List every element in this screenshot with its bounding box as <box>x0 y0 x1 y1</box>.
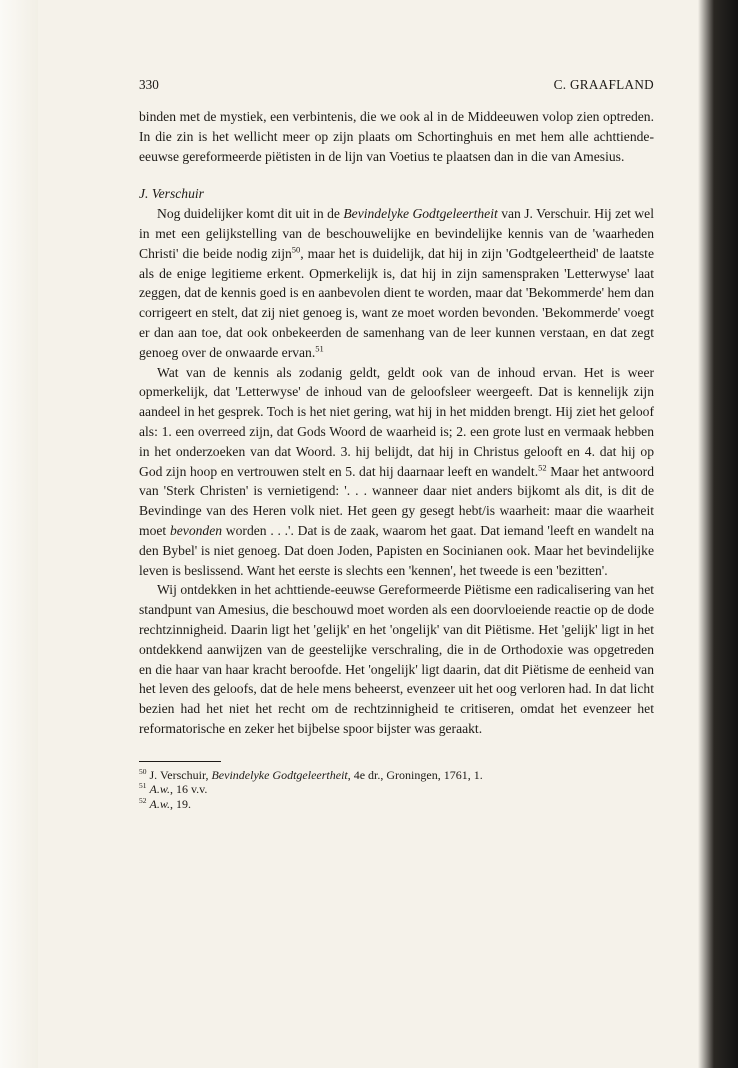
paragraph-3 <box>139 363 654 581</box>
running-head-author: C. GRAAFLAND <box>553 77 654 92</box>
p2-text-b: van J. Verschuir. Hij zet wel in met een gelijkstelling van de beschouwelijke en bevindelijke kennis van de 'waarheden Christi' die beide nodig zijn <box>139 206 654 261</box>
p2-book-title: Bevindelyke Godtgeleertheit <box>343 206 498 222</box>
footnote-title: Bevindelyke Godtgeleertheit <box>211 767 348 782</box>
scan-margin-left <box>0 0 38 1068</box>
footnote-divider <box>139 761 221 762</box>
footnote-ref-51: 51 <box>315 343 324 354</box>
p3-text-c: worden . . .'. Dat is de zaak, waarom het gaat. Dat iemand 'leeft en wandelt na den Bybel' is niet genoeg. Dat doen Joden, Papisten en Socinianen ook. Maar het bevindelijke leven is beslissend. Want het eerste is slechts een 'kennen', het tweede is een 'bezitten'. <box>139 522 654 578</box>
footnote-text: , 16 v.v. <box>169 782 208 797</box>
footnote-50 <box>139 768 654 783</box>
page-number: 330 <box>139 77 159 92</box>
paragraph-4: Wij ontdekken in het achttiende-eeuwse Gereformeerde Piëtisme een radicalisering van het standpunt van Amesius, die beschouwd moet worden als een doorvloeiende reactie op de dode rechtzinnigheid. Daarin ligt het 'gelijk' en het 'ongelijk' van dit Piëtisme. Het 'gelijk' ligt in het ontdekkend aanwijzen van de geestelijke verschraling, die in de Orthodoxie was opgetreden en die haar van haar kracht beroofde. Het 'ongelijk' ligt daarin, dat dit Piëtisme de eenheid van het leven des geloofs, dat de hele mens beheerst, evenzeer uit het oog verloren had. In dat licht bezien had het niet het recht om de rechtzinnigheid te critiseren, omdat het evenzeer het reformatorische en zeker het bijbelse spoor bijster was geraakt. <box>139 582 654 736</box>
footnote-text: , 4e dr., Groningen, 1761, 1. <box>347 767 483 782</box>
footnotes <box>139 768 654 812</box>
footnote-ref-52: 52 <box>538 462 547 473</box>
scan-binding-shadow <box>698 0 738 1068</box>
paragraph-2 <box>139 204 654 362</box>
p3-text-b: Maar het antwoord van 'Sterk Christen' is vernietigend: '. . . wanneer daar niet anders bijkomt als dit, is dit de Bevindinge van des Heren volk niet. Het geen gy gesegt hebt/is waarheit: maar die waarheit moet <box>139 463 654 538</box>
footnote-title: A.w. <box>149 782 170 797</box>
paragraph-1: binden met de mystiek, een verbintenis, die we ook al in de Middeeuwen volop zien optreden. In die zin is het wellicht meer op zijn plaats om Schortinghuis en met hem alle achttiende-eeuwse gereformeerde piëtisten in de lijn van Voetius te plaatsen dan in die van Amesius. <box>139 109 654 164</box>
footnote-ref-50: 50 <box>291 244 301 255</box>
p2-text-a: Nog duidelijker komt dit uit in de <box>157 206 344 222</box>
footnote-text: , 19. <box>169 796 191 811</box>
section-heading: J. Verschuir <box>139 186 204 202</box>
running-head <box>139 75 654 95</box>
footnote-title: A.w. <box>149 796 170 811</box>
p3-emphasis: bevonden <box>169 522 223 538</box>
p2-text-c: , maar het is duidelijk, dat hij in zijn 'Godtgeleertheid' de laatste als de enige legitieme erkent. Opmerkelijk is, dat hij in zijn samenspraken 'Letterwyse' laat zeggen, dat de kennis goed is en aanbevolen dient te worden, maar dat 'Bekommerde' hem dan corrigeert en stelt, dat zij niet genoeg is, want ze moet worden bevonden. 'Bekommerde' voegt er dan aan toe, dat ook onbekeerden de samenhang van de leer kunnen verstaan, en dat zegt genoeg over de onwaarde ervan. <box>139 245 654 360</box>
footnote-number: 52 <box>139 795 147 805</box>
footnote-51 <box>139 782 654 797</box>
footnote-number: 51 <box>139 781 147 791</box>
page-content <box>139 75 654 811</box>
footnote-number: 50 <box>139 766 147 776</box>
footnote-text: J. Verschuir, <box>149 767 212 782</box>
p3-text-a: Wat van de kennis als zodanig geldt, geldt ook van de inhoud ervan. Het is weer opmerkelijk, dat 'Letterwyse' de inhoud van de geloofsleer weergeeft. Dat is kennelijk zijn aandeel in het gesprek. Toch is het niet gering, wat hij in het midden brengt. Hij ziet het geloof als: 1. een overreed zijn, dat Gods Woord de waarheid is; 2. een grote lust en vermaak hebben in het onderzoeken van dat Woord. 3. hij belijdt, dat hij in Christus gelooft en 4. dat hij op God zijn hoop en vertrouwen stelt en 5. dat hij daarnaar leeft en wandelt. <box>139 364 654 479</box>
footnote-52 <box>139 797 654 812</box>
